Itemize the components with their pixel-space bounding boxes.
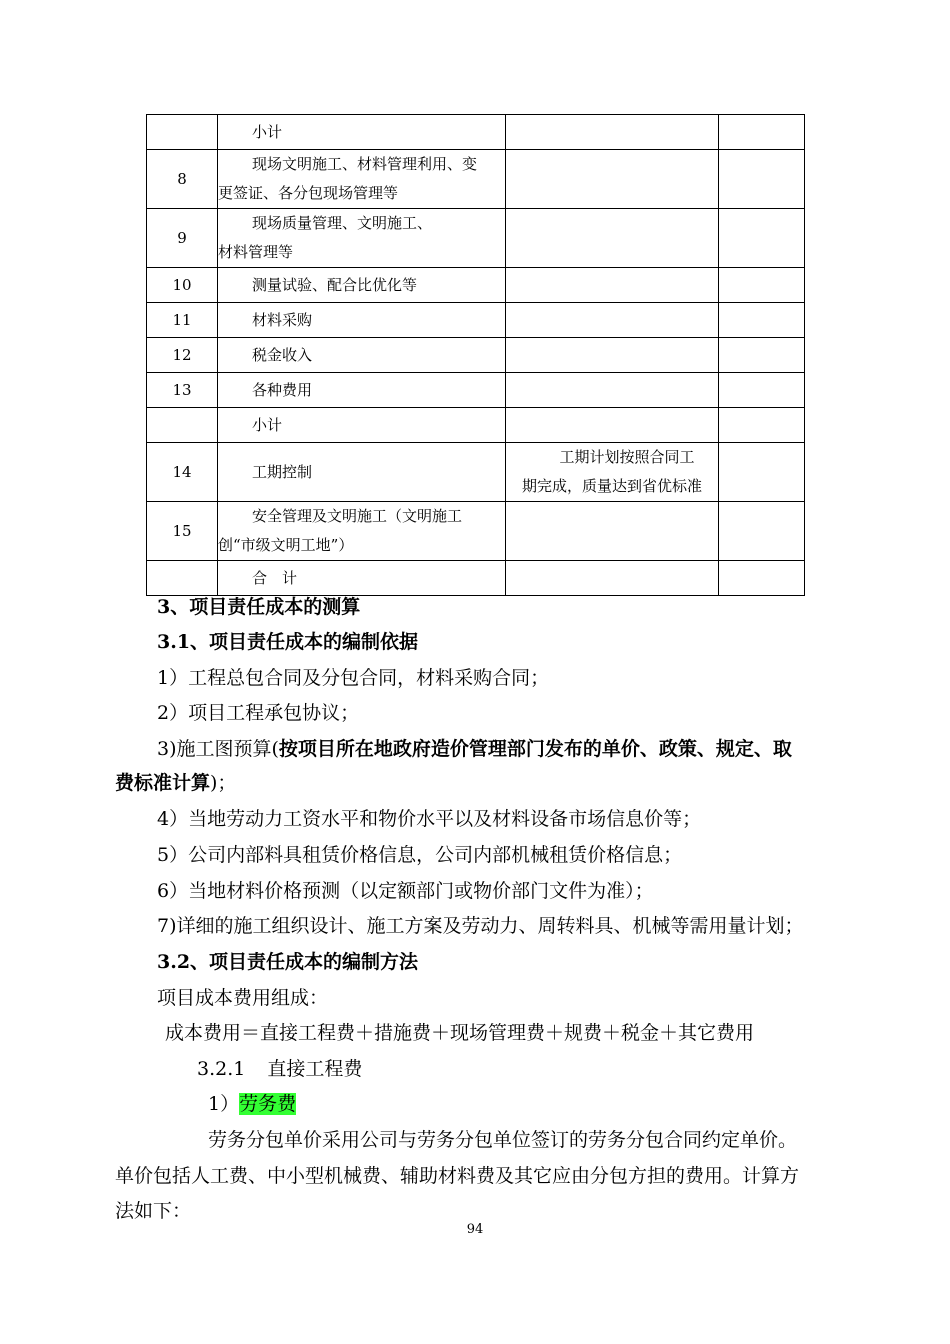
row-item-line (218, 502, 505, 531)
basis-item-1: 1）工程总包合同及分包合同，材料采购合同； (157, 667, 550, 689)
row-item-line (218, 238, 505, 267)
row-item-text: 合 计 (252, 568, 298, 587)
row-item (218, 338, 506, 373)
row-item (218, 443, 506, 502)
table-row (147, 150, 805, 209)
row-item-line (218, 150, 505, 179)
row-item-line (218, 179, 505, 208)
page-number: 94 (466, 1222, 484, 1237)
table-row (147, 268, 805, 303)
row-item-line (218, 341, 505, 370)
cost-table (146, 114, 805, 596)
row-item-line (218, 376, 505, 405)
row-item-text: 测量试验、配合比优化等 (252, 275, 418, 294)
heading-3-2-1-title: 直接工程费 (267, 1058, 363, 1080)
row-extra (719, 338, 805, 373)
row-extra (719, 502, 805, 561)
row-number: 15 (147, 502, 218, 561)
table-row (147, 443, 805, 502)
sub-heading-labor (208, 1089, 296, 1116)
heading-3-2-1-number: 3.2.1 (197, 1058, 246, 1080)
row-number: 12 (147, 338, 218, 373)
row-extra (719, 408, 805, 443)
row-item-line (218, 564, 505, 593)
row-item-text: 材料采购 (252, 310, 313, 329)
table-row (147, 115, 805, 150)
row-item-text: 各种费用 (252, 380, 313, 399)
table-row (147, 303, 805, 338)
basis-item-3 (157, 734, 792, 761)
basis-item-7: 7)详细的施工组织设计、施工方案及劳动力、周转料具、机械等需用量计划； (157, 915, 804, 937)
heading-3-2-1 (197, 1054, 362, 1081)
basis-item-2: 2）项目工程承包协议； (157, 702, 360, 724)
row-item (218, 209, 506, 268)
row-extra (719, 115, 805, 150)
row-extra (719, 373, 805, 408)
row-item-line (218, 458, 505, 487)
row-number: 8 (147, 150, 218, 209)
row-remark (506, 209, 719, 268)
cost-formula: 成本费用＝直接工程费＋措施费＋现场管理费＋规费＋税金＋其它费用 (165, 1022, 755, 1044)
basis-item-3-bold-cont: 费标准计算 (115, 772, 211, 794)
row-extra (719, 443, 805, 502)
table-row (147, 502, 805, 561)
row-item (218, 268, 506, 303)
row-item-line (218, 209, 505, 238)
row-item-text: 创“市级文明工地”） (218, 536, 354, 554)
table-row (147, 209, 805, 268)
paragraph-line-2: 单价包括人工费、中小型机械费、辅助材料费及其它应由分包方担的费用。计算方 (115, 1165, 800, 1187)
row-item-line (218, 531, 505, 560)
row-item-text: 现场文明施工、材料管理利用、变 (252, 155, 478, 173)
row-remark (506, 338, 719, 373)
basis-item-3-end: )； (210, 772, 237, 794)
row-item (218, 115, 506, 150)
row-number: 9 (147, 209, 218, 268)
row-number (147, 115, 218, 150)
row-extra (719, 150, 805, 209)
row-number: 14 (147, 443, 218, 502)
row-number (147, 561, 218, 596)
row-item-text: 小计 (252, 415, 283, 434)
paragraph-line-1: 劳务分包单价采用公司与劳务分包单位签订的劳务分包合同约定单价。 (208, 1129, 798, 1151)
row-item-text: 更签证、各分包现场管理等 (218, 184, 399, 202)
basis-item-3-cont (115, 768, 236, 795)
heading-3-1: 3.1、项目责任成本的编制依据 (157, 631, 419, 653)
row-item (218, 408, 506, 443)
row-item-line (218, 411, 505, 440)
row-number: 13 (147, 373, 218, 408)
row-remark (506, 303, 719, 338)
table-row (147, 338, 805, 373)
heading-3: 3、项目责任成本的测算 (157, 596, 361, 618)
paragraph-line-3: 法如下： (115, 1200, 192, 1222)
row-item (218, 150, 506, 209)
row-item-text: 税金收入 (252, 345, 313, 364)
row-item-text: 工期控制 (252, 462, 313, 481)
row-item-line (218, 306, 505, 335)
basis-item-5: 5）公司内部料具租赁价格信息，公司内部机械租赁价格信息； (157, 844, 683, 866)
row-remark (506, 150, 719, 209)
table-row (147, 373, 805, 408)
row-remark (506, 561, 719, 596)
row-item-text: 材料管理等 (218, 243, 294, 261)
sub-heading-number: 1） (208, 1093, 240, 1115)
row-extra (719, 561, 805, 596)
row-extra (719, 209, 805, 268)
cost-composition-label: 项目成本费用组成： (157, 987, 329, 1009)
row-item-line (218, 118, 505, 147)
row-remark (506, 373, 719, 408)
basis-item-3-prefix: 3)施工图预算( (157, 738, 279, 760)
row-extra (719, 303, 805, 338)
heading-3-2: 3.2、项目责任成本的编制方法 (157, 951, 419, 973)
highlighted-term: 劳务费 (239, 1093, 297, 1115)
row-remark (506, 502, 719, 561)
basis-item-3-bold: 按项目所在地政府造价管理部门发布的单价、政策、规定、取 (278, 738, 792, 760)
basis-item-6: 6）当地材料价格预测（以定额部门或物价部门文件为准）； (157, 880, 654, 902)
table-row (147, 561, 805, 596)
row-remark (506, 268, 719, 303)
row-remark-line: 工期计划按照合同工 (559, 448, 695, 466)
row-item-text: 安全管理及文明施工（文明施工 (252, 507, 463, 525)
basis-item-4: 4）当地劳动力工资水平和物价水平以及材料设备市场信息价等； (157, 808, 702, 830)
row-item (218, 373, 506, 408)
row-remark-line: 期完成，质量达到省优标准 (521, 477, 702, 495)
row-remark (506, 408, 719, 443)
table-row (147, 408, 805, 443)
row-item (218, 303, 506, 338)
row-item (218, 502, 506, 561)
cost-table-body (147, 115, 805, 596)
row-item-text: 现场质量管理、文明施工、 (252, 214, 433, 232)
row-extra (719, 268, 805, 303)
row-number: 10 (147, 268, 218, 303)
row-remark (506, 115, 719, 150)
row-item-line (218, 271, 505, 300)
row-remark (506, 443, 719, 502)
row-item (218, 561, 506, 596)
row-item-text: 小计 (252, 122, 283, 141)
row-number (147, 408, 218, 443)
row-number: 11 (147, 303, 218, 338)
